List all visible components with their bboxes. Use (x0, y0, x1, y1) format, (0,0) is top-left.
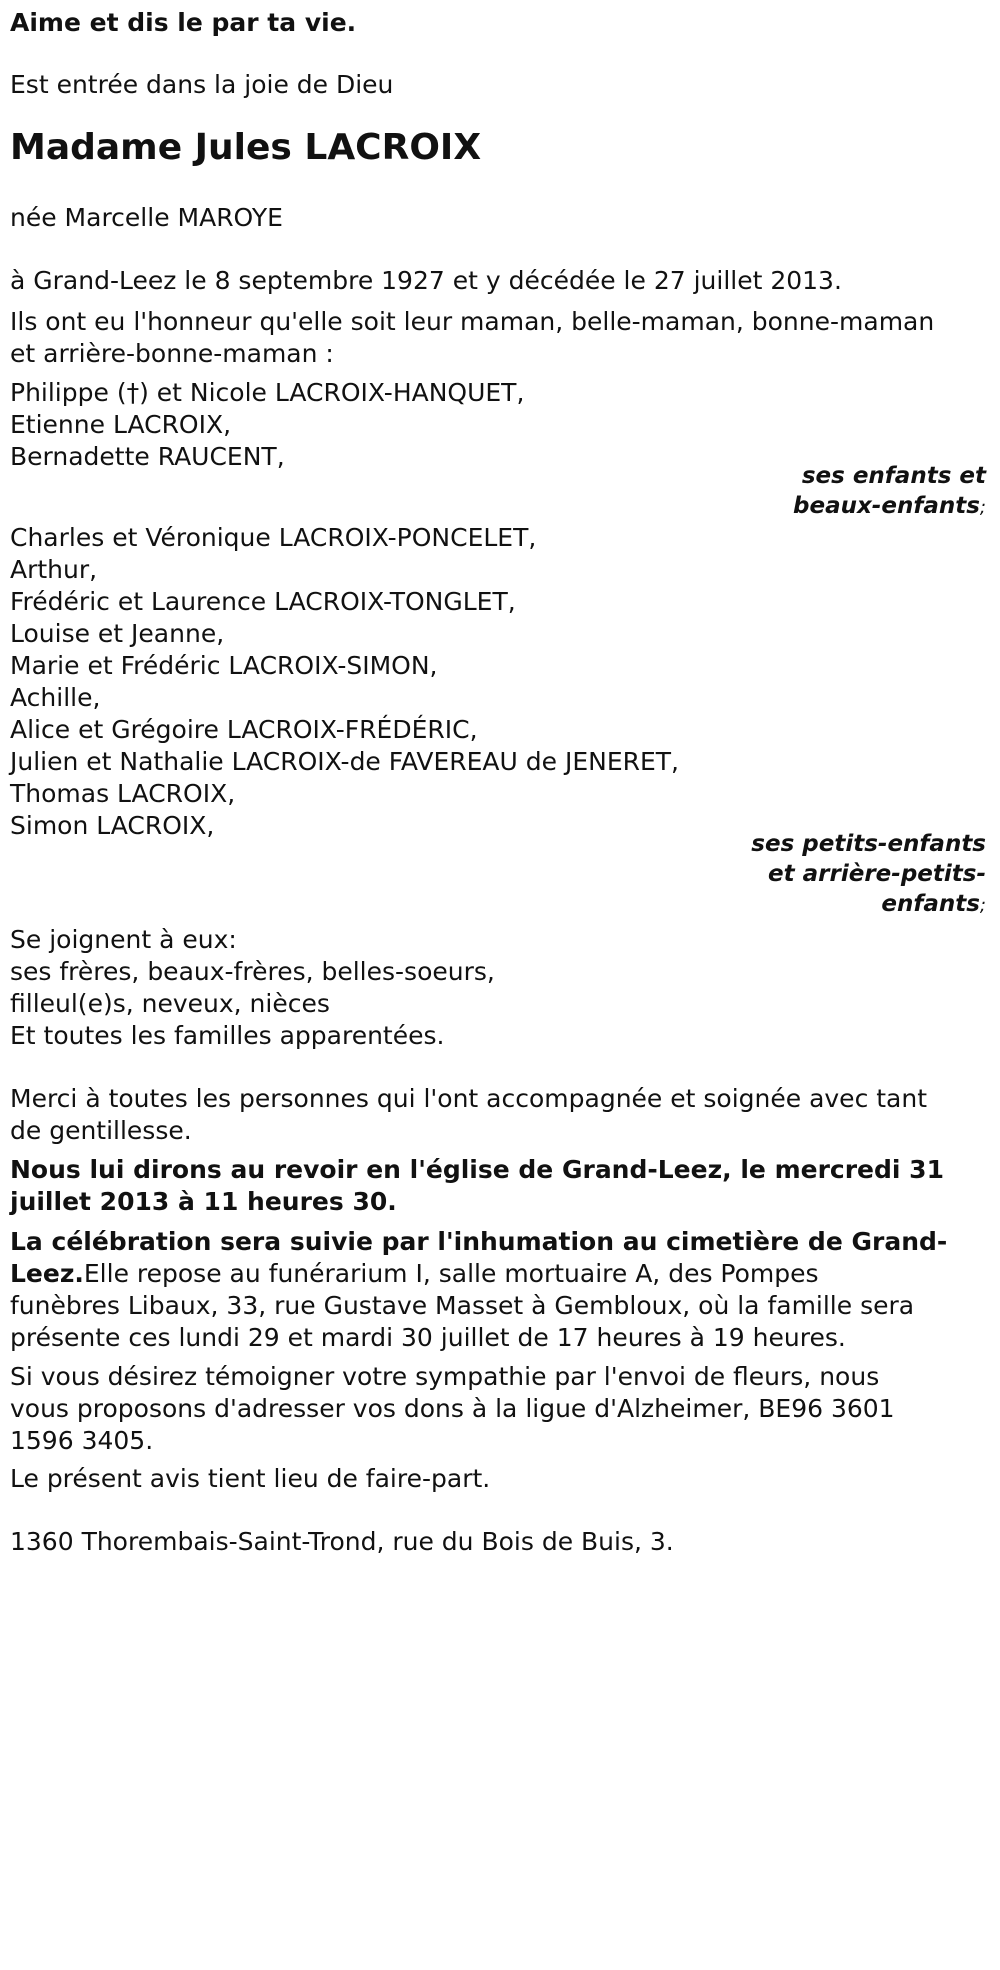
ceremony-line: juillet 2013 à 11 heures 30. (10, 1187, 397, 1216)
grandchild-name: Julien et Nathalie LACROIX-de FAVEREAU de JENERET, (10, 747, 680, 776)
burial-line: funèbres Libaux, 33, rue Gustave Masset à Gembloux, où la famille sera (10, 1291, 915, 1320)
grandchild-name: Charles et Véronique LACROIX-PONCELET, (10, 523, 537, 552)
intro-line: Est entrée dans la joie de Dieu (10, 70, 394, 99)
grandchild-name: Thomas LACROIX, (10, 779, 236, 808)
burial-line (10, 1259, 819, 1289)
ceremony-line: Nous lui dirons au revoir en l'église de Grand-Leez, le mercredi 31 (10, 1155, 944, 1184)
family-line: ses frères, beaux-frères, belles-soeurs, (10, 957, 495, 986)
child-name: Bernadette RAUCENT, (10, 442, 285, 471)
burial-line: La célébration sera suivie par l'inhumation au cimetière de Grand- (10, 1227, 948, 1256)
grandchild-name: Arthur, (10, 555, 98, 584)
grandchildren-label-line: ses petits-enfants (751, 831, 986, 857)
grandchild-name: Frédéric et Laurence LACROIX-TONGLET, (10, 587, 516, 616)
semicolon: ; (979, 895, 986, 916)
grandchildren-label-line: enfants (881, 891, 980, 917)
grandchild-name: Marie et Frédéric LACROIX-SIMON, (10, 651, 438, 680)
funeral-home-text: Elle repose au funérarium I, salle mortuaire A, des Pompes (83, 1259, 819, 1288)
honour-line: et arrière-bonne-maman : (10, 339, 334, 368)
honour-line: Ils ont eu l'honneur qu'elle soit leur maman, belle-maman, bonne-maman (10, 307, 935, 336)
deceased-name: Madame Jules LACROIX (10, 127, 482, 168)
flowers-line: 1596 3405. (10, 1426, 154, 1455)
motto: Aime et dis le par ta vie. (10, 8, 357, 37)
thanks-line: de gentillesse. (10, 1116, 192, 1145)
grandchild-name: Louise et Jeanne, (10, 619, 225, 648)
burial-place-end: Leez. (10, 1259, 84, 1288)
faire-part-line: Le présent avis tient lieu de faire-part. (10, 1464, 491, 1493)
flowers-line: vous proposons d'adresser vos dons à la ligue d'Alzheimer, BE96 3601 (10, 1394, 895, 1423)
maiden-name: née Marcelle MAROYE (10, 203, 283, 232)
grandchildren-label-line: et arrière-petits- (768, 861, 986, 887)
flowers-line: Si vous désirez témoigner votre sympathie par l'envoi de fleurs, nous (10, 1362, 880, 1391)
children-label (793, 461, 986, 523)
grandchild-name: Achille, (10, 683, 101, 712)
address-line: 1360 Thorembais-Saint-Trond, rue du Bois de Buis, 3. (10, 1527, 674, 1556)
children-label-line: beaux-enfants (793, 493, 980, 519)
burial-line: présente ces lundi 29 et mardi 30 juillet de 17 heures à 19 heures. (10, 1323, 846, 1352)
family-line: Se joignent à eux: (10, 925, 237, 954)
child-name: Philippe (†) et Nicole LACROIX-HANQUET, (10, 378, 525, 407)
semicolon: ; (979, 497, 986, 518)
children-label-line: ses enfants et (801, 463, 986, 489)
birth-death-line: à Grand-Leez le 8 septembre 1927 et y décédée le 27 juillet 2013. (10, 266, 842, 295)
family-line: Et toutes les familles apparentées. (10, 1021, 445, 1050)
grandchild-name: Alice et Grégoire LACROIX-FRÉDÉRIC, (10, 715, 478, 744)
grandchildren-label (751, 829, 986, 921)
grandchild-name: Simon LACROIX, (10, 811, 215, 840)
child-name: Etienne LACROIX, (10, 410, 232, 439)
family-line: filleul(e)s, neveux, nièces (10, 989, 330, 1018)
thanks-line: Merci à toutes les personnes qui l'ont accompagnée et soignée avec tant (10, 1084, 928, 1113)
